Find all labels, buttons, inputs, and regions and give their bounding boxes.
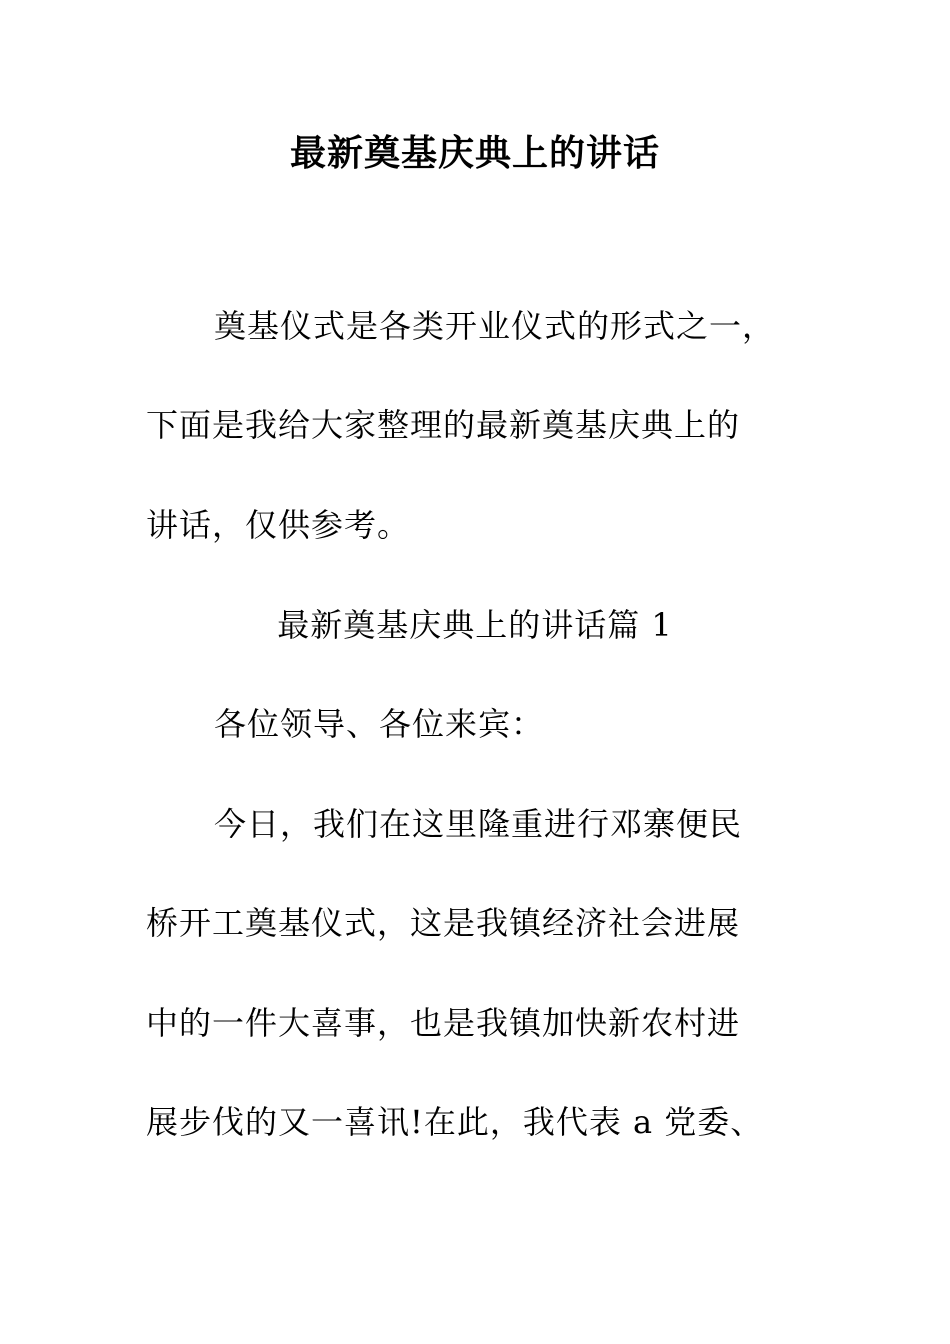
paragraph-line: 下面是我给大家整理的最新奠基庆典上的 — [146, 406, 741, 444]
salutation-line: 各位领导、各位来宾： — [214, 705, 545, 743]
paragraph-line: 今日，我们在这里隆重进行邓寨便民 — [214, 805, 743, 843]
paragraph-line: 桥开工奠基仪式，这是我镇经济社会进展 — [146, 904, 741, 942]
section-heading: 最新奠基庆典上的讲话篇 1 — [277, 606, 673, 644]
paragraph-line: 中的一件大喜事，也是我镇加快新农村进 — [146, 1004, 741, 1042]
document-title: 最新奠基庆典上的讲话 — [289, 132, 660, 174]
paragraph-line: 展步伐的又一喜讯!在此，我代表 a 党委、 — [146, 1103, 764, 1141]
paragraph-line: 奠基仪式是各类开业仪式的形式之一， — [214, 307, 776, 345]
paragraph-line: 讲话，仅供参考。 — [146, 506, 411, 544]
